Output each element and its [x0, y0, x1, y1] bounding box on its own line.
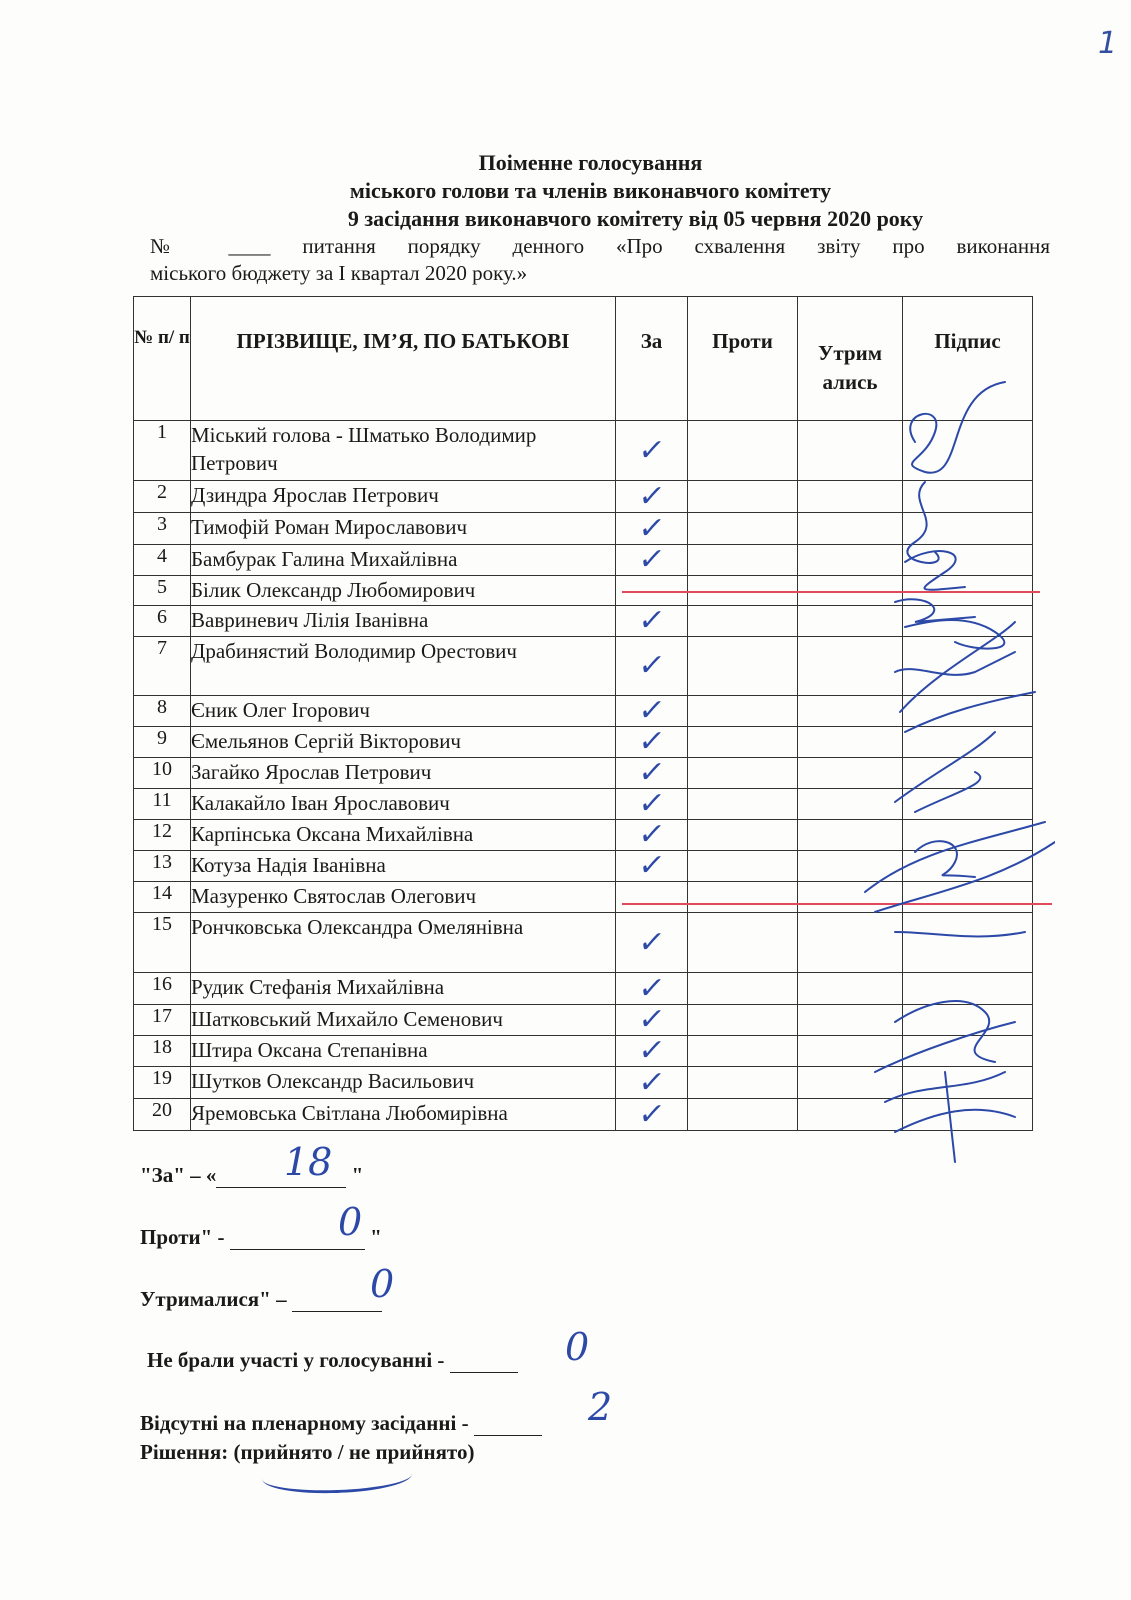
- vote-proty-cell: [688, 882, 798, 913]
- row-number: 20: [134, 1099, 191, 1131]
- blank-line: [292, 1289, 382, 1312]
- vote-proty-cell: [688, 973, 798, 1005]
- vote-table: [133, 296, 1033, 1131]
- summary-rishennia: Рішення: (прийнято / не прийнято): [140, 1440, 475, 1464]
- member-name: Карпінська Оксана Михайлівна: [191, 820, 616, 851]
- vote-proty-cell: [688, 606, 798, 637]
- table-row: [134, 1099, 1033, 1131]
- table-row: [134, 1005, 1033, 1036]
- signature-cell: [903, 1099, 1033, 1131]
- vote-proty-cell: [688, 545, 798, 576]
- vote-utrym-cell: [798, 789, 903, 820]
- row-number: 9: [134, 727, 191, 758]
- row-number: 15: [134, 913, 191, 973]
- check-mark-icon: ✓: [635, 1002, 668, 1037]
- header-num: № п/ п: [134, 297, 191, 421]
- check-mark-icon: ✓: [635, 510, 668, 546]
- summary-proty-label: Проти" -: [140, 1225, 230, 1249]
- row-number: 18: [134, 1036, 191, 1067]
- row-number: 17: [134, 1005, 191, 1036]
- vote-za-cell: [616, 848, 688, 883]
- vote-za-cell: [616, 817, 688, 852]
- table-row: [134, 513, 1033, 545]
- signature-cell: [903, 820, 1033, 851]
- vote-utrym-cell: [798, 820, 903, 851]
- vote-za-cell: [616, 421, 688, 481]
- vote-utrym-cell: [798, 758, 903, 789]
- strike-line-row-5: [622, 591, 1040, 593]
- agenda-line1: № ____ питання порядку денного «Про схвалення звіту про виконання: [150, 234, 1050, 258]
- member-name: Яремовська Світлана Любомирівна: [191, 1099, 616, 1131]
- member-name: Шутков Олександр Васильович: [191, 1067, 616, 1099]
- blank-line: [474, 1413, 542, 1436]
- table-row: [134, 882, 1033, 913]
- ne-braly-count-handwritten: 0: [565, 1325, 590, 1369]
- header-pidpys: Підпис: [903, 297, 1033, 421]
- check-mark-icon: ✓: [635, 1033, 668, 1068]
- row-number: 5: [134, 576, 191, 606]
- member-name: Ємельянов Сергій Вікторович: [191, 727, 616, 758]
- proty-count-handwritten: 0: [338, 1200, 363, 1244]
- vote-proty-cell: [688, 789, 798, 820]
- member-name: Калакайло Іван Ярославович: [191, 789, 616, 820]
- signature-cell: [903, 1067, 1033, 1099]
- check-mark-icon: ✓: [635, 724, 668, 759]
- vote-utrym-cell: [798, 1005, 903, 1036]
- vote-proty-cell: [688, 481, 798, 513]
- check-mark-icon: ✓: [635, 1096, 668, 1132]
- vote-utrym-cell: [798, 696, 903, 727]
- member-name: Рудик Стефанія Михайлівна: [191, 973, 616, 1005]
- signature-cell: [903, 1036, 1033, 1067]
- signature-cell: [903, 789, 1033, 820]
- row-number: 6: [134, 606, 191, 637]
- vote-proty-cell: [688, 1067, 798, 1099]
- member-name: Котуза Надія Іванівна: [191, 851, 616, 882]
- signature-cell: [903, 851, 1033, 882]
- member-name: Дзиндра Ярослав Петрович: [191, 481, 616, 513]
- check-mark-icon: ✓: [635, 970, 668, 1006]
- row-number: 16: [134, 973, 191, 1005]
- strike-line-row-14: [622, 903, 1052, 905]
- summary-za-label: "За" – «: [140, 1163, 217, 1187]
- row-number: 1: [134, 421, 191, 481]
- signature-cell: [903, 545, 1033, 576]
- row-number: 11: [134, 789, 191, 820]
- header-proty: Проти: [688, 297, 798, 421]
- vote-za-cell: [616, 970, 688, 1006]
- doc-title-line3: 9 засідання виконавчого комітету від 05 червня 2020 року: [347, 206, 924, 231]
- row-number: 2: [134, 481, 191, 513]
- vote-za-cell: [616, 1033, 688, 1068]
- check-mark-icon: ✓: [635, 786, 668, 821]
- table-row: [134, 727, 1033, 758]
- vote-utrym-cell: [798, 882, 903, 913]
- vote-proty-cell: [688, 758, 798, 789]
- doc-title-line1: Поіменне голосування: [478, 150, 703, 175]
- vote-utrym-cell: [798, 913, 903, 973]
- vote-za-cell: [616, 510, 688, 546]
- table-row: [134, 789, 1033, 820]
- member-name: Драбинястий Володимир Орестович: [191, 637, 616, 696]
- vote-proty-cell: [688, 637, 798, 696]
- check-mark-icon: ✓: [635, 1064, 668, 1100]
- vote-utrym-cell: [798, 727, 903, 758]
- header-utrym: Утрим ались: [798, 297, 903, 421]
- row-number: 3: [134, 513, 191, 545]
- vote-za-cell: [616, 724, 688, 759]
- table-row: [134, 851, 1033, 882]
- vote-utrym-cell: [798, 973, 903, 1005]
- vote-za-cell: [616, 1002, 688, 1037]
- check-mark-icon: ✓: [635, 478, 668, 514]
- signature-cell: [903, 913, 1033, 973]
- vote-za-cell: [616, 1096, 688, 1132]
- table-row: [134, 421, 1033, 481]
- check-mark-icon: ✓: [635, 817, 668, 852]
- vote-utrym-cell: [798, 481, 903, 513]
- vote-utrym-cell: [798, 637, 903, 696]
- vidsutni-count-handwritten: 2: [588, 1385, 613, 1429]
- check-mark-icon: ✓: [635, 603, 668, 638]
- vote-utrym-cell: [798, 1099, 903, 1131]
- signature-cell: [903, 421, 1033, 481]
- row-number: 12: [134, 820, 191, 851]
- table-row: [134, 1036, 1033, 1067]
- summary-ne-braly: [147, 1348, 518, 1373]
- vote-utrym-cell: [798, 1067, 903, 1099]
- check-mark-icon: ✓: [635, 848, 668, 883]
- table-row: [134, 913, 1033, 973]
- row-number: 19: [134, 1067, 191, 1099]
- summary-vidsutni: [140, 1411, 542, 1436]
- table-row: [134, 973, 1033, 1005]
- vote-utrym-cell: [798, 513, 903, 545]
- vote-proty-cell: [688, 696, 798, 727]
- agenda-line2: міського бюджету за І квартал 2020 року.»: [150, 261, 528, 285]
- row-number: 4: [134, 545, 191, 576]
- signature-cell: [903, 758, 1033, 789]
- vote-za-cell: [616, 478, 688, 514]
- member-name: Вавриневич Лілія Іванівна: [191, 606, 616, 637]
- vote-za-cell: [616, 693, 688, 728]
- check-mark-icon: ✓: [635, 755, 668, 790]
- member-name: Тимофій Роман Мирославович: [191, 513, 616, 545]
- vote-proty-cell: [688, 1099, 798, 1131]
- summary-ne-braly-label: Не брали участі у голосуванні -: [147, 1348, 450, 1372]
- row-number: 13: [134, 851, 191, 882]
- table-row: [134, 820, 1033, 851]
- signature-cell: [903, 1005, 1033, 1036]
- vote-proty-cell: [688, 727, 798, 758]
- table-row: [134, 758, 1033, 789]
- vote-za-cell: [616, 786, 688, 821]
- vote-za-cell: [616, 637, 688, 696]
- vote-proty-cell: [688, 913, 798, 973]
- check-mark-icon: ✓: [635, 542, 668, 577]
- signature-cell: [903, 637, 1033, 696]
- utrym-count-handwritten: 0: [370, 1262, 395, 1306]
- vote-utrym-cell: [798, 851, 903, 882]
- vote-za-cell: [616, 882, 688, 913]
- decision-underline: [261, 1457, 412, 1495]
- member-name: Міський голова - Шматько Володимир Петрович: [191, 421, 616, 481]
- vote-za-cell: [616, 1064, 688, 1100]
- vote-za-cell: [616, 603, 688, 638]
- vote-proty-cell: [688, 1036, 798, 1067]
- row-number: 8: [134, 696, 191, 727]
- vote-utrym-cell: [798, 606, 903, 637]
- member-name: Бамбурак Галина Михайлівна: [191, 545, 616, 576]
- member-name: Мазуренко Святослав Олегович: [191, 882, 616, 913]
- table-row: [134, 481, 1033, 513]
- summary-proty-close: ": [364, 1225, 382, 1249]
- member-name: Шатковський Михайло Семенович: [191, 1005, 616, 1036]
- row-number: 7: [134, 637, 191, 696]
- header-za: За: [616, 297, 688, 421]
- table-row: [134, 637, 1033, 696]
- signature-cell: [903, 973, 1033, 1005]
- summary-za-close: ": [346, 1163, 364, 1187]
- signature-cell: [903, 696, 1033, 727]
- vote-utrym-cell: [798, 421, 903, 481]
- vote-proty-cell: [688, 820, 798, 851]
- signature-cell: [903, 606, 1033, 637]
- member-name: Штира Оксана Степанівна: [191, 1036, 616, 1067]
- table-row: [134, 1067, 1033, 1099]
- table-row: [134, 545, 1033, 576]
- check-mark-icon: ✓: [635, 924, 668, 960]
- za-count-handwritten: 18: [284, 1140, 333, 1184]
- summary-vidsutni-label: Відсутні на пленарному засіданні -: [140, 1411, 474, 1435]
- vote-utrym-cell: [798, 1036, 903, 1067]
- vote-proty-cell: [688, 421, 798, 481]
- vote-za-cell: [616, 913, 688, 973]
- summary-utrym: [140, 1287, 382, 1312]
- vote-table-body: [134, 421, 1033, 1131]
- vote-proty-cell: [688, 1005, 798, 1036]
- signature-cell: [903, 882, 1033, 913]
- vote-utrym-cell: [798, 545, 903, 576]
- member-name: Рончковська Олександра Омелянівна: [191, 913, 616, 973]
- summary-utrym-label: Утрималися" –: [140, 1287, 292, 1311]
- agenda-item: [150, 233, 1050, 287]
- check-mark-icon: ✓: [635, 693, 668, 728]
- vote-proty-cell: [688, 513, 798, 545]
- vote-za-cell: [616, 542, 688, 577]
- table-row: [134, 696, 1033, 727]
- row-number: 14: [134, 882, 191, 913]
- signature-cell: [903, 727, 1033, 758]
- doc-title-line2: міського голови та членів виконавчого комітету: [349, 178, 832, 203]
- signature-cell: [903, 481, 1033, 513]
- check-mark-icon: ✓: [635, 648, 668, 683]
- member-name: Єник Олег Ігорович: [191, 696, 616, 727]
- header-name: ПРІЗВИЩЕ, ІМ’Я, ПО БАТЬКОВІ: [191, 297, 616, 421]
- member-name: Загайко Ярослав Петрович: [191, 758, 616, 789]
- member-name: Білик Олександр Любомирович: [191, 576, 616, 606]
- vote-proty-cell: [688, 851, 798, 882]
- table-row: [134, 606, 1033, 637]
- signature-cell: [903, 513, 1033, 545]
- row-number: 10: [134, 758, 191, 789]
- vote-za-cell: [616, 755, 688, 790]
- blank-line: [450, 1350, 518, 1373]
- page-number: 1: [1098, 26, 1118, 61]
- check-mark-icon: ✓: [635, 432, 668, 468]
